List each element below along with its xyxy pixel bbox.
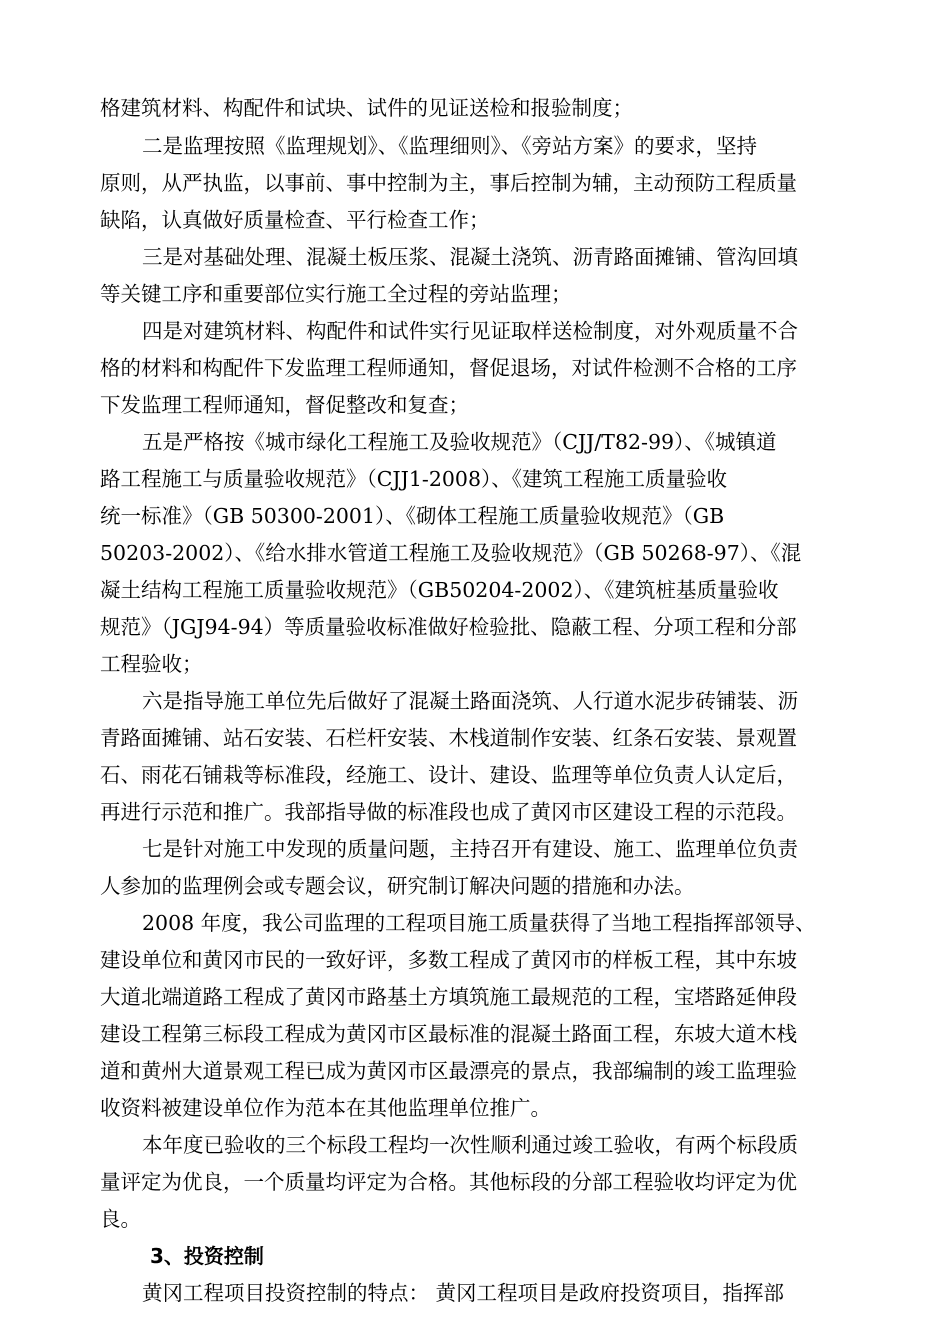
text-line: 量评定为优良，一个质量均评定为合格。其他标段的分部工程验收均评定为优 [100, 1170, 797, 1194]
text-line: 等关键工序和重要部位实行施工全过程的旁站监理； [100, 282, 572, 306]
text-line: 下发监理工程师通知，督促整改和复查； [100, 393, 469, 417]
text-line: 建设工程第三标段工程成为黄冈市区最标准的混凝土路面工程，东坡大道木栈 [100, 1022, 797, 1046]
text-line: 大道北端道路工程成了黄冈市路基土方填筑施工最规范的工程，宝塔路延伸段 [100, 985, 797, 1009]
text-line: 凝土结构工程施工质量验收规范》（GB50204-2002）、《建筑桩基质量验收 [100, 578, 779, 602]
text-line: 六是指导施工单位先后做好了混凝土路面浇筑、人行道水泥步砖铺装、沥 [142, 689, 798, 713]
text-line: 工程验收； [100, 652, 203, 676]
text-line: 50203-2002）、《给水排水管道工程施工及验收规范》（GB 50268-97）、《混 [100, 541, 802, 565]
text-line: 收资料被建设单位作为范本在其他监理单位推广。 [100, 1096, 551, 1120]
text-line: 缺陷，认真做好质量检查、平行检查工作； [100, 208, 490, 232]
text-line: 青路面摊铺、站石安装、石栏杆安装、木栈道制作安装、红条石安装、景观置 [100, 726, 797, 750]
text-line: 2008 年度，我公司监理的工程项目施工质量获得了当地工程指挥部领导、 [142, 911, 816, 935]
text-line: 二是监理按照《监理规划》、《监理细则》、《旁站方案》的要求，坚持 [142, 134, 757, 158]
text-line: 三是对基础处理、混凝土板压浆、混凝土浇筑、沥青路面摊铺、管沟回填 [142, 245, 798, 269]
text-line: 路工程施工与质量验收规范》（CJJ1-2008）、《建筑工程施工质量验收 [100, 467, 728, 491]
text-line: 五是严格按《城市绿化工程施工及验收规范》（CJJ/T82-99）、《城镇道 [142, 430, 777, 454]
text-line: 四是对建筑材料、构配件和试件实行见证取样送检制度，对外观质量不合 [142, 319, 798, 343]
text-line: 建设单位和黄冈市民的一致好评，多数工程成了黄冈市的样板工程，其中东坡 [100, 948, 797, 972]
text-line: 黄冈工程项目投资控制的特点： 黄冈工程项目是政府投资项目，指挥部 [142, 1281, 785, 1305]
text-line: 良。 [100, 1207, 141, 1231]
text-line: 统一标准》（GB 50300-2001）、《砌体工程施工质量验收规范》（GB [100, 504, 725, 528]
text-line: 七是针对施工中发现的质量问题，主持召开有建设、施工、监理单位负责 [142, 837, 798, 861]
section-heading: 3、投资控制 [150, 1244, 264, 1268]
text-line: 再进行示范和推广。我部指导做的标准段也成了黄冈市区建设工程的示范段。 [100, 800, 797, 824]
text-line: 格的材料和构配件下发监理工程师通知，督促退场，对试件检测不合格的工序 [100, 356, 797, 380]
text-line: 人参加的监理例会或专题会议，研究制订解决问题的措施和办法。 [100, 874, 695, 898]
text-line: 格建筑材料、构配件和试块、试件的见证送检和报验制度； [100, 96, 633, 120]
text-line: 原则，从严执监，以事前、事中控制为主，事后控制为辅，主动预防工程质量 [100, 171, 797, 195]
text-line: 石、雨花石铺栽等标准段，经施工、设计、建设、监理等单位负责人认定后， [100, 763, 797, 787]
text-line: 道和黄州大道景观工程已成为黄冈市区最漂亮的景点，我部编制的竣工监理验 [100, 1059, 797, 1083]
text-line: 规范》（JGJ94-94）等质量验收标准做好检验批、隐蔽工程、分项工程和分部 [100, 615, 797, 639]
text-line: 本年度已验收的三个标段工程均一次性顺利通过竣工验收，有两个标段质 [142, 1133, 798, 1157]
